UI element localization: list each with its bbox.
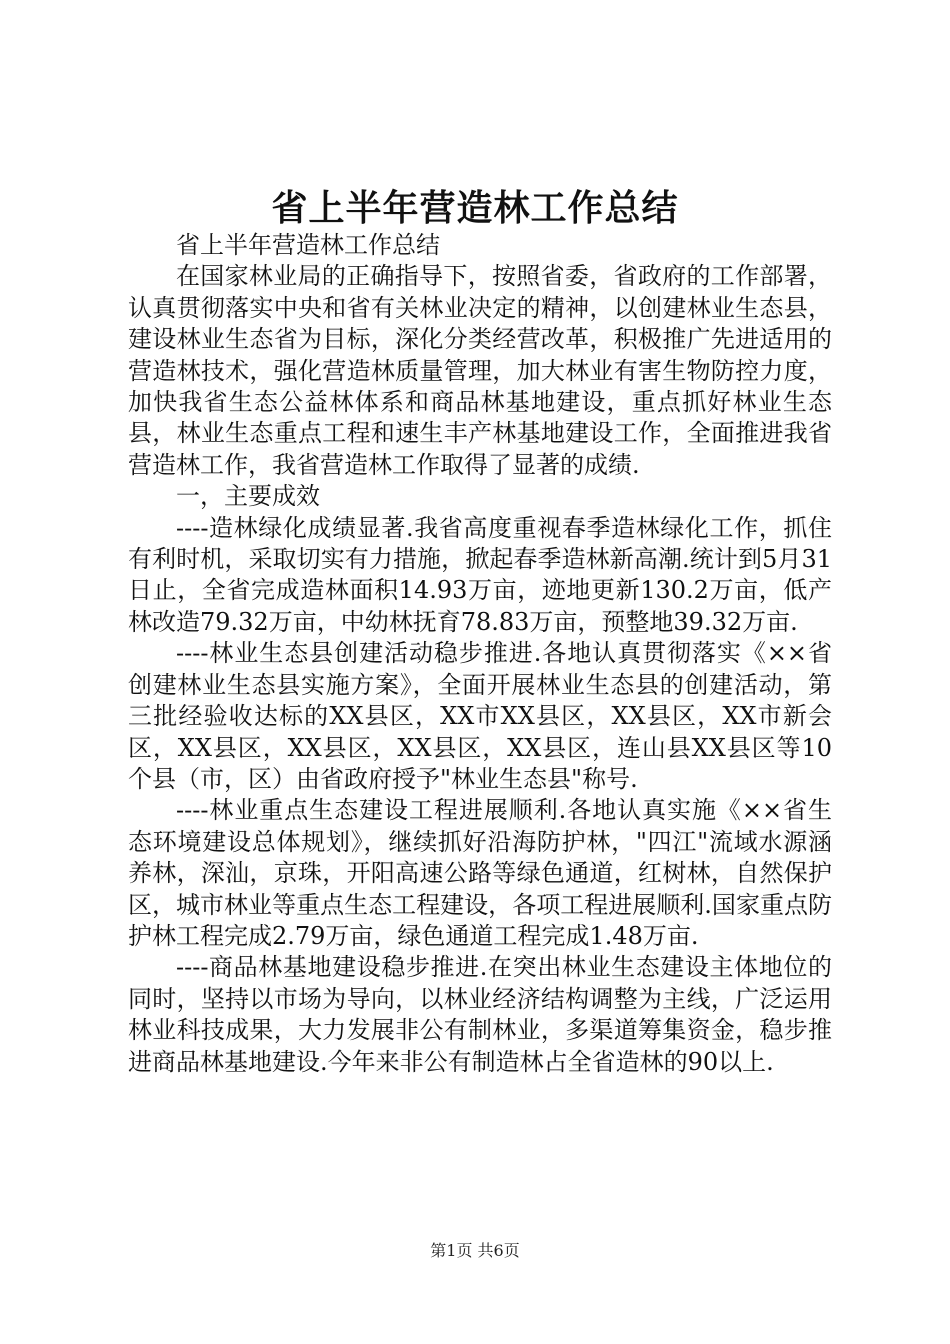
paragraph-commercial-forest: ----商品林基地建设稳步推进.在突出林业生态建设主体地位的同时，坚持以市场为导向，以林业经济结构调整为主线，广泛运用林业科技成果，大力发展非公有制林业，多渠道筹集资金，稳步推进商品林基地建设.今年来非公有制造林占全省造林的90以上. xyxy=(128,953,832,1076)
paragraph-afforestation: ----造林绿化成绩显著.我省高度重视春季造林绿化工作，抓住有利时机，采取切实有力措施，掀起春季造林新高潮.统计到5月31日止，全省完成造林面积14.93万亩，迹地更新130.2万亩，低产林改造79.32万亩，中幼林抚育78.83万亩，预整地39.32万亩. xyxy=(128,513,832,636)
page-footer: 第1页 共6页 xyxy=(430,1241,520,1260)
document-title: 省上半年营造林工作总结 xyxy=(271,188,679,229)
paragraph-ecological-county: ----林业生态县创建活动稳步推进.各地认真贯彻落实《××省创建林业生态县实施方案》，全面开展林业生态县的创建活动，第三批经验收达标的XX县区，XX市XX县区，XX县区，XX市新会区，XX县区，XX县区，XX县区，XX县区，连山县XX县区等10个县（市，区）由省政府授予"林业生态县"称号. xyxy=(128,639,832,793)
paragraph-subtitle: 省上半年营造林工作总结 xyxy=(176,231,440,259)
paragraph-intro: 在国家林业局的正确指导下，按照省委，省政府的工作部署，认真贯彻落实中央和省有关林业决定的精神，以创建林业生态县，建设林业生态省为目标，深化分类经营改革，积极推广先进适用的营造林技术，强化营造林质量管理，加大林业有害生物防控力度，加快我省生态公益林体系和商品林基地建设，重点抓好林业生态县，林业生态重点工程和速生丰产林基地建设工作，全面推进我省营造林工作，我省营造林工作取得了显著的成绩. xyxy=(128,262,832,479)
document-body xyxy=(128,230,832,1078)
paragraph-key-projects: ----林业重点生态建设工程进展顺利.各地认真实施《××省生态环境建设总体规划》，继续抓好沿海防护林，"四江"流域水源涵养林，深汕，京珠，开阳高速公路等绿色通道，红树林，自然保护区，城市林业等重点生态工程建设，各项工程进展顺利.国家重点防护林工程完成2.79万亩，绿色通道工程完成1.48万亩. xyxy=(128,796,832,950)
section-heading-main-results: 一，主要成效 xyxy=(176,482,320,511)
